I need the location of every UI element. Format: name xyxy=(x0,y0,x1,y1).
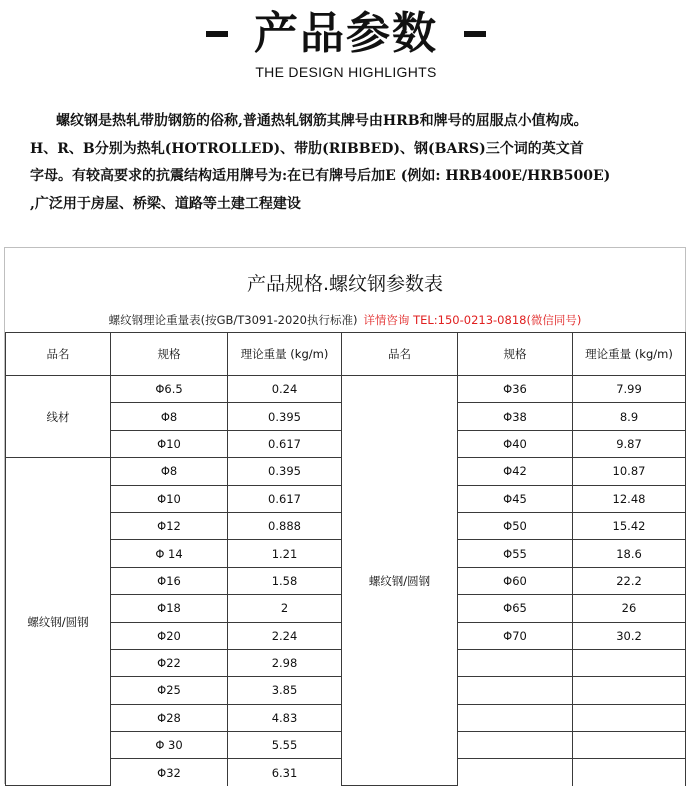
weight-table xyxy=(5,332,686,786)
weight-cell xyxy=(573,649,686,676)
weight-cell: 2.98 xyxy=(228,649,342,676)
spec-cell: Φ8 xyxy=(111,403,228,430)
spec-cell: Φ8 xyxy=(111,458,228,485)
weight-cell: 4.83 xyxy=(228,704,342,731)
contact-phone: 详情咨询 TEL:150-0213-0818(微信同号) xyxy=(363,313,582,327)
description-line: H、R、B分别为热轧(HOTROLLED)、带肋(RIBBED)、钢(BARS)三个词的英文首 xyxy=(30,140,584,157)
title-right-dash xyxy=(464,31,486,37)
header-weight: 理论重量 (kg/m) xyxy=(573,333,686,376)
weight-cell: 1.58 xyxy=(228,567,342,594)
page-subtitle: THE DESIGN HIGHLIGHTS xyxy=(255,64,437,80)
header-weight: 理论重量 (kg/m) xyxy=(228,333,342,376)
spec-cell: Φ55 xyxy=(458,540,573,567)
product-name-cell: 线材 xyxy=(6,376,111,458)
spec-cell: Φ70 xyxy=(458,622,573,649)
spec-cell xyxy=(458,649,573,676)
spec-cell: Φ10 xyxy=(111,485,228,512)
table-title: 产品规格.螺纹钢参数表 xyxy=(246,273,444,295)
table-row xyxy=(6,376,686,403)
weight-cell xyxy=(573,759,686,786)
spec-cell: Φ6.5 xyxy=(111,376,228,403)
weight-cell: 30.2 xyxy=(573,622,686,649)
weight-cell: 0.24 xyxy=(228,376,342,403)
description-line: ,广泛用于房屋、桥梁、道路等土建工程建设 xyxy=(30,195,301,212)
spec-cell: Φ40 xyxy=(458,430,573,457)
spec-cell xyxy=(458,704,573,731)
spec-cell: Φ36 xyxy=(458,376,573,403)
spec-cell: Φ25 xyxy=(111,677,228,704)
page-title: 产品参数 xyxy=(254,8,438,59)
spec-cell: Φ 30 xyxy=(111,732,228,759)
header-spec: 规格 xyxy=(111,333,228,376)
weight-cell: 0.395 xyxy=(228,403,342,430)
spec-cell xyxy=(458,759,573,786)
spec-cell: Φ10 xyxy=(111,430,228,457)
product-name-cell: 螺纹钢/圆钢 xyxy=(342,376,458,786)
spec-sheet xyxy=(4,247,686,784)
header-product-name: 品名 xyxy=(342,333,458,376)
weight-cell: 1.21 xyxy=(228,540,342,567)
spec-cell: Φ20 xyxy=(111,622,228,649)
standard-note: 螺纹钢理论重量表(按GB/T3091-2020执行标准) xyxy=(108,313,358,327)
weight-cell: 3.85 xyxy=(228,677,342,704)
weight-cell: 2 xyxy=(228,595,342,622)
page-header xyxy=(0,0,692,250)
spec-cell: Φ16 xyxy=(111,567,228,594)
table-header-row xyxy=(6,333,686,376)
header-spec: 规格 xyxy=(458,333,573,376)
spec-cell: Φ 14 xyxy=(111,540,228,567)
spec-cell: Φ60 xyxy=(458,567,573,594)
weight-cell: 5.55 xyxy=(228,732,342,759)
weight-cell xyxy=(573,704,686,731)
spec-cell: Φ28 xyxy=(111,704,228,731)
title-left-dash xyxy=(206,31,228,37)
description-line: 螺纹钢是热轧带肋钢筋的俗称,普通热轧钢筋其牌号由HRB和牌号的屈服点小值构成。 xyxy=(56,113,588,129)
spec-cell: Φ38 xyxy=(458,403,573,430)
weight-cell: 26 xyxy=(573,595,686,622)
spec-cell: Φ50 xyxy=(458,512,573,539)
weight-cell: 0.617 xyxy=(228,485,342,512)
product-name-cell: 螺纹钢/圆钢 xyxy=(6,458,111,786)
title-row xyxy=(0,6,692,62)
table-caption xyxy=(5,312,685,328)
spec-cell: Φ32 xyxy=(111,759,228,786)
weight-cell xyxy=(573,677,686,704)
header-product-name: 品名 xyxy=(6,333,111,376)
table-body xyxy=(6,376,686,786)
spec-cell: Φ18 xyxy=(111,595,228,622)
spec-cell: Φ65 xyxy=(458,595,573,622)
spec-cell xyxy=(458,732,573,759)
spec-cell: Φ22 xyxy=(111,649,228,676)
spec-cell: Φ12 xyxy=(111,512,228,539)
spec-cell: Φ42 xyxy=(458,458,573,485)
product-description xyxy=(30,108,670,218)
weight-cell: 6.31 xyxy=(228,759,342,786)
weight-cell: 0.395 xyxy=(228,458,342,485)
weight-cell: 9.87 xyxy=(573,430,686,457)
weight-cell: 8.9 xyxy=(573,403,686,430)
weight-cell: 22.2 xyxy=(573,567,686,594)
weight-cell: 0.888 xyxy=(228,512,342,539)
weight-cell: 10.87 xyxy=(573,458,686,485)
weight-cell: 15.42 xyxy=(573,512,686,539)
weight-cell: 0.617 xyxy=(228,430,342,457)
description-line: 字母。有较高要求的抗震结构适用牌号为:在已有牌号后加E (例如: HRB400E/HRB500E) xyxy=(30,168,611,184)
weight-cell: 7.99 xyxy=(573,376,686,403)
weight-cell: 2.24 xyxy=(228,622,342,649)
spec-cell xyxy=(458,677,573,704)
spec-cell: Φ45 xyxy=(458,485,573,512)
weight-cell: 18.6 xyxy=(573,540,686,567)
weight-cell: 12.48 xyxy=(573,485,686,512)
weight-cell xyxy=(573,732,686,759)
